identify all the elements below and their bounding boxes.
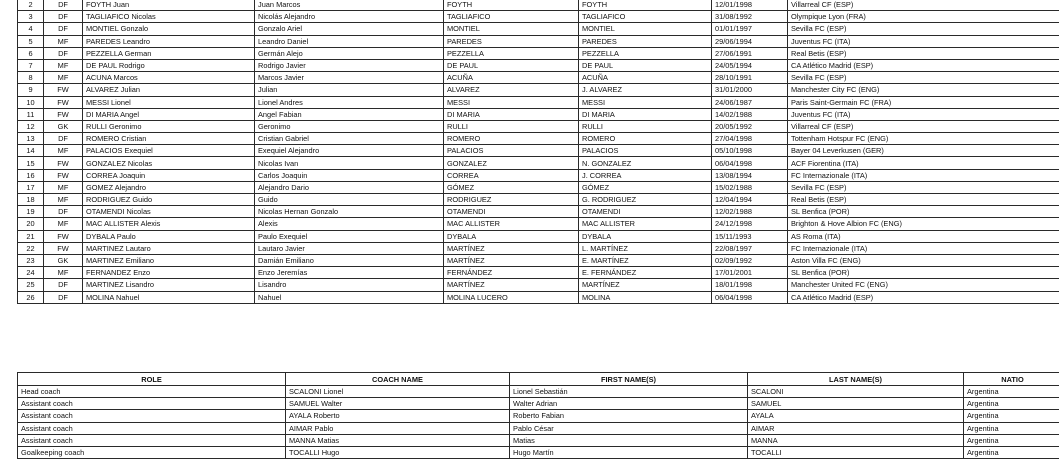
player-first-names: Geronimo [255,120,444,132]
player-row [18,84,1059,96]
player-number: 21 [18,230,44,242]
staff-header-first-names: FIRST NAME(S) [510,373,748,386]
player-position: GK [44,120,83,132]
player-shirt-name: MAC ALLISTER [579,218,712,230]
player-club: Olympique Lyon (FRA) [788,11,1059,23]
player-last-names: PALACIOS [444,145,579,157]
player-last-names: DYBALA [444,230,579,242]
player-last-names: MARTÍNEZ [444,242,579,254]
player-shirt-name: PALACIOS [579,145,712,157]
player-position: DF [44,47,83,59]
player-date-of-birth: 12/04/1994 [712,194,788,206]
player-first-names: Paulo Exequiel [255,230,444,242]
player-shirt-name: DYBALA [579,230,712,242]
player-name: MAC ALLISTER Alexis [83,218,255,230]
player-number: 14 [18,145,44,157]
player-row [18,254,1059,266]
player-date-of-birth: 12/02/1988 [712,206,788,218]
player-first-names: Germán Alejo [255,47,444,59]
player-position: DF [44,11,83,23]
player-name: MONTIEL Gonzalo [83,23,255,35]
staff-row [18,434,1059,446]
player-shirt-name: DE PAUL [579,59,712,71]
player-last-names: ACUÑA [444,72,579,84]
player-row [18,279,1059,291]
player-club: AS Roma (ITA) [788,230,1059,242]
player-shirt-name: J. ALVAREZ [579,84,712,96]
player-number: 17 [18,181,44,193]
player-row [18,96,1059,108]
player-club: CA Atlético Madrid (ESP) [788,291,1059,303]
player-number: 26 [18,291,44,303]
player-date-of-birth: 24/05/1994 [712,59,788,71]
player-first-names: Damián Emiliano [255,254,444,266]
staff-first-names: Hugo Martín [510,446,748,458]
staff-last-names: TOCALLI [748,446,964,458]
player-shirt-name: E. FERNÁNDEZ [579,267,712,279]
player-number: 15 [18,157,44,169]
player-club: Manchester City FC (ENG) [788,84,1059,96]
player-date-of-birth: 12/01/1998 [712,0,788,11]
player-club: Sevilla FC (ESP) [788,23,1059,35]
player-last-names: PEZZELLA [444,47,579,59]
player-name: DE PAUL Rodrigo [83,59,255,71]
staff-last-names: MANNA [748,434,964,446]
player-first-names: Angel Fabian [255,108,444,120]
player-last-names: MARTÍNEZ [444,279,579,291]
player-first-names: Rodrigo Javier [255,59,444,71]
player-date-of-birth: 14/02/1988 [712,108,788,120]
player-number: 22 [18,242,44,254]
staff-row [18,410,1059,422]
staff-table-body [18,386,1059,459]
staff-row [18,422,1059,434]
player-last-names: MOLINA LUCERO [444,291,579,303]
player-shirt-name: J. CORREA [579,169,712,181]
player-last-names: GÓMEZ [444,181,579,193]
player-row [18,291,1059,303]
staff-coach-name: MANNA Matias [286,434,510,446]
player-name: MARTINEZ Emiliano [83,254,255,266]
player-club: ACF Fiorentina (ITA) [788,157,1059,169]
player-shirt-name: E. MARTÍNEZ [579,254,712,266]
player-first-names: Lionel Andres [255,96,444,108]
player-row [18,169,1059,181]
player-club: Juventus FC (ITA) [788,35,1059,47]
player-club: Bayer 04 Leverkusen (GER) [788,145,1059,157]
player-last-names: MAC ALLISTER [444,218,579,230]
player-first-names: Marcos Javier [255,72,444,84]
player-name: TAGLIAFICO Nicolas [83,11,255,23]
player-number: 20 [18,218,44,230]
player-number: 12 [18,120,44,132]
staff-role: Head coach [18,386,286,398]
staff-coach-name: AYALA Roberto [286,410,510,422]
player-first-names: Guido [255,194,444,206]
player-club: Tottenham Hotspur FC (ENG) [788,133,1059,145]
player-position: DF [44,206,83,218]
player-position: FW [44,157,83,169]
staff-last-names: SCALONI [748,386,964,398]
player-name: PALACIOS Exequiel [83,145,255,157]
player-club: Real Betis (ESP) [788,47,1059,59]
player-position: DF [44,0,83,11]
player-number: 5 [18,35,44,47]
player-last-names: FERNÁNDEZ [444,267,579,279]
player-shirt-name: PEZZELLA [579,47,712,59]
player-first-names: Enzo Jeremías [255,267,444,279]
player-number: 9 [18,84,44,96]
player-club: Villarreal CF (ESP) [788,120,1059,132]
player-date-of-birth: 20/05/1992 [712,120,788,132]
player-position: MF [44,145,83,157]
player-last-names: GONZALEZ [444,157,579,169]
staff-table [17,372,1059,459]
staff-first-names: Walter Adrian [510,398,748,410]
player-position: FW [44,108,83,120]
player-first-names: Nicolas Hernan Gonzalo [255,206,444,218]
player-number: 23 [18,254,44,266]
player-date-of-birth: 06/04/1998 [712,291,788,303]
player-date-of-birth: 27/06/1991 [712,47,788,59]
player-name: DYBALA Paulo [83,230,255,242]
staff-first-names: Lionel Sebastián [510,386,748,398]
player-number: 11 [18,108,44,120]
player-club: Villarreal CF (ESP) [788,0,1059,11]
player-first-names: Alejandro Dario [255,181,444,193]
player-shirt-name: ACUÑA [579,72,712,84]
player-name: FOYTH Juan [83,0,255,11]
player-date-of-birth: 01/01/1997 [712,23,788,35]
player-row [18,72,1059,84]
player-name: OTAMENDI Nicolas [83,206,255,218]
player-position: DF [44,23,83,35]
player-row [18,35,1059,47]
player-first-names: Lisandro [255,279,444,291]
player-date-of-birth: 05/10/1998 [712,145,788,157]
staff-coach-name: SAMUEL Walter [286,398,510,410]
staff-coach-name: AIMAR Pablo [286,422,510,434]
player-name: PEZZELLA German [83,47,255,59]
player-shirt-name: ROMERO [579,133,712,145]
player-row [18,23,1059,35]
player-row [18,120,1059,132]
player-number: 8 [18,72,44,84]
player-row [18,267,1059,279]
players-table-body [18,0,1059,303]
player-shirt-name: MESSI [579,96,712,108]
player-last-names: TAGLIAFICO [444,11,579,23]
player-name: ROMERO Cristian [83,133,255,145]
staff-role: Assistant coach [18,434,286,446]
player-shirt-name: FOYTH [579,0,712,11]
player-first-names: Nicolás Alejandro [255,11,444,23]
player-number: 18 [18,194,44,206]
player-club: Real Betis (ESP) [788,194,1059,206]
player-last-names: DI MARIA [444,108,579,120]
player-name: GOMEZ Alejandro [83,181,255,193]
staff-nationality: Argentina [964,446,1059,458]
player-club: FC Internazionale (ITA) [788,242,1059,254]
player-date-of-birth: 15/02/1988 [712,181,788,193]
player-number: 6 [18,47,44,59]
staff-nationality: Argentina [964,398,1059,410]
player-shirt-name: PAREDES [579,35,712,47]
player-row [18,47,1059,59]
player-position: MF [44,194,83,206]
player-first-names: Exequiel Alejandro [255,145,444,157]
player-position: FW [44,230,83,242]
player-row [18,157,1059,169]
player-position: FW [44,242,83,254]
player-number: 2 [18,0,44,11]
player-name: CORREA Joaquin [83,169,255,181]
player-last-names: MARTÍNEZ [444,254,579,266]
player-first-names: Cristian Gabriel [255,133,444,145]
player-shirt-name: L. MARTÍNEZ [579,242,712,254]
player-position: FW [44,84,83,96]
staff-nationality: Argentina [964,386,1059,398]
staff-header-nationality: NATIO [964,373,1059,386]
player-name: MESSI Lionel [83,96,255,108]
player-position: DF [44,291,83,303]
staff-nationality: Argentina [964,422,1059,434]
player-shirt-name: GÓMEZ [579,181,712,193]
player-position: MF [44,59,83,71]
staff-coach-name: SCALONI Lionel [286,386,510,398]
player-number: 16 [18,169,44,181]
player-first-names: Juan Marcos [255,0,444,11]
player-number: 19 [18,206,44,218]
player-club: SL Benfica (POR) [788,206,1059,218]
player-date-of-birth: 15/11/1993 [712,230,788,242]
player-row [18,181,1059,193]
player-date-of-birth: 27/04/1998 [712,133,788,145]
player-shirt-name: OTAMENDI [579,206,712,218]
player-number: 25 [18,279,44,291]
player-name: RODRIGUEZ Guido [83,194,255,206]
player-date-of-birth: 28/10/1991 [712,72,788,84]
player-row [18,218,1059,230]
player-row [18,0,1059,11]
staff-last-names: SAMUEL [748,398,964,410]
player-shirt-name: TAGLIAFICO [579,11,712,23]
staff-header-coach-name: COACH NAME [286,373,510,386]
player-name: MARTINEZ Lisandro [83,279,255,291]
staff-row [18,386,1059,398]
player-first-names: Nahuel [255,291,444,303]
player-last-names: ROMERO [444,133,579,145]
player-shirt-name: MONTIEL [579,23,712,35]
player-row [18,108,1059,120]
player-row [18,206,1059,218]
player-shirt-name: MARTÍNEZ [579,279,712,291]
staff-last-names: AIMAR [748,422,964,434]
player-date-of-birth: 02/09/1992 [712,254,788,266]
player-shirt-name: N. GONZALEZ [579,157,712,169]
player-position: FW [44,169,83,181]
player-last-names: DE PAUL [444,59,579,71]
player-number: 4 [18,23,44,35]
player-name: ACUNA Marcos [83,72,255,84]
player-last-names: PAREDES [444,35,579,47]
player-name: MARTINEZ Lautaro [83,242,255,254]
player-first-names: Alexis [255,218,444,230]
staff-role: Assistant coach [18,398,286,410]
player-date-of-birth: 22/08/1997 [712,242,788,254]
player-last-names: MONTIEL [444,23,579,35]
player-shirt-name: MOLINA [579,291,712,303]
staff-header-last-names: LAST NAME(S) [748,373,964,386]
player-club: Aston Villa FC (ENG) [788,254,1059,266]
player-shirt-name: DI MARIA [579,108,712,120]
player-shirt-name: RULLI [579,120,712,132]
player-first-names: Lautaro Javier [255,242,444,254]
player-position: DF [44,133,83,145]
player-first-names: Carlos Joaquin [255,169,444,181]
staff-role: Goalkeeping coach [18,446,286,458]
player-first-names: Gonzalo Ariel [255,23,444,35]
player-date-of-birth: 31/08/1992 [712,11,788,23]
player-date-of-birth: 31/01/2000 [712,84,788,96]
staff-row [18,446,1059,458]
player-name: FERNANDEZ Enzo [83,267,255,279]
player-position: FW [44,96,83,108]
player-date-of-birth: 24/12/1998 [712,218,788,230]
player-last-names: RODRIGUEZ [444,194,579,206]
player-last-names: MESSI [444,96,579,108]
player-position: DF [44,279,83,291]
players-table [17,0,1059,304]
player-club: SL Benfica (POR) [788,267,1059,279]
player-club: CA Atlético Madrid (ESP) [788,59,1059,71]
player-last-names: ALVAREZ [444,84,579,96]
player-club: FC Internazionale (ITA) [788,169,1059,181]
player-date-of-birth: 24/06/1987 [712,96,788,108]
staff-first-names: Roberto Fabian [510,410,748,422]
player-row [18,194,1059,206]
player-position: MF [44,267,83,279]
staff-first-names: Pablo César [510,422,748,434]
player-club: Manchester United FC (ENG) [788,279,1059,291]
player-date-of-birth: 18/01/1998 [712,279,788,291]
player-club: Sevilla FC (ESP) [788,181,1059,193]
player-number: 10 [18,96,44,108]
player-row [18,133,1059,145]
player-name: PAREDES Leandro [83,35,255,47]
player-row [18,145,1059,157]
player-date-of-birth: 06/04/1998 [712,157,788,169]
player-name: ALVAREZ Julian [83,84,255,96]
player-name: DI MARIA Angel [83,108,255,120]
staff-role: Assistant coach [18,410,286,422]
player-club: Paris Saint-Germain FC (FRA) [788,96,1059,108]
player-last-names: RULLI [444,120,579,132]
staff-nationality: Argentina [964,410,1059,422]
staff-header-row [18,373,1059,386]
player-last-names: FOYTH [444,0,579,11]
player-number: 7 [18,59,44,71]
staff-role: Assistant coach [18,422,286,434]
player-number: 13 [18,133,44,145]
staff-coach-name: TOCALLI Hugo [286,446,510,458]
player-first-names: Julian [255,84,444,96]
staff-row [18,398,1059,410]
player-position: MF [44,181,83,193]
staff-first-names: Matias [510,434,748,446]
staff-header-role: ROLE [18,373,286,386]
player-club: Sevilla FC (ESP) [788,72,1059,84]
player-position: MF [44,35,83,47]
staff-nationality: Argentina [964,434,1059,446]
player-row [18,230,1059,242]
player-position: GK [44,254,83,266]
player-first-names: Leandro Daniel [255,35,444,47]
player-date-of-birth: 13/08/1994 [712,169,788,181]
player-shirt-name: G. RODRIGUEZ [579,194,712,206]
player-number: 3 [18,11,44,23]
player-name: RULLI Geronimo [83,120,255,132]
player-name: GONZALEZ Nicolas [83,157,255,169]
player-number: 24 [18,267,44,279]
player-date-of-birth: 17/01/2001 [712,267,788,279]
player-first-names: Nicolas Ivan [255,157,444,169]
player-row [18,242,1059,254]
player-last-names: CORREA [444,169,579,181]
player-position: MF [44,218,83,230]
player-row [18,59,1059,71]
player-last-names: OTAMENDI [444,206,579,218]
player-name: MOLINA Nahuel [83,291,255,303]
player-club: Brighton & Hove Albion FC (ENG) [788,218,1059,230]
player-position: MF [44,72,83,84]
player-date-of-birth: 29/06/1994 [712,35,788,47]
player-row [18,11,1059,23]
player-club: Juventus FC (ITA) [788,108,1059,120]
staff-last-names: AYALA [748,410,964,422]
